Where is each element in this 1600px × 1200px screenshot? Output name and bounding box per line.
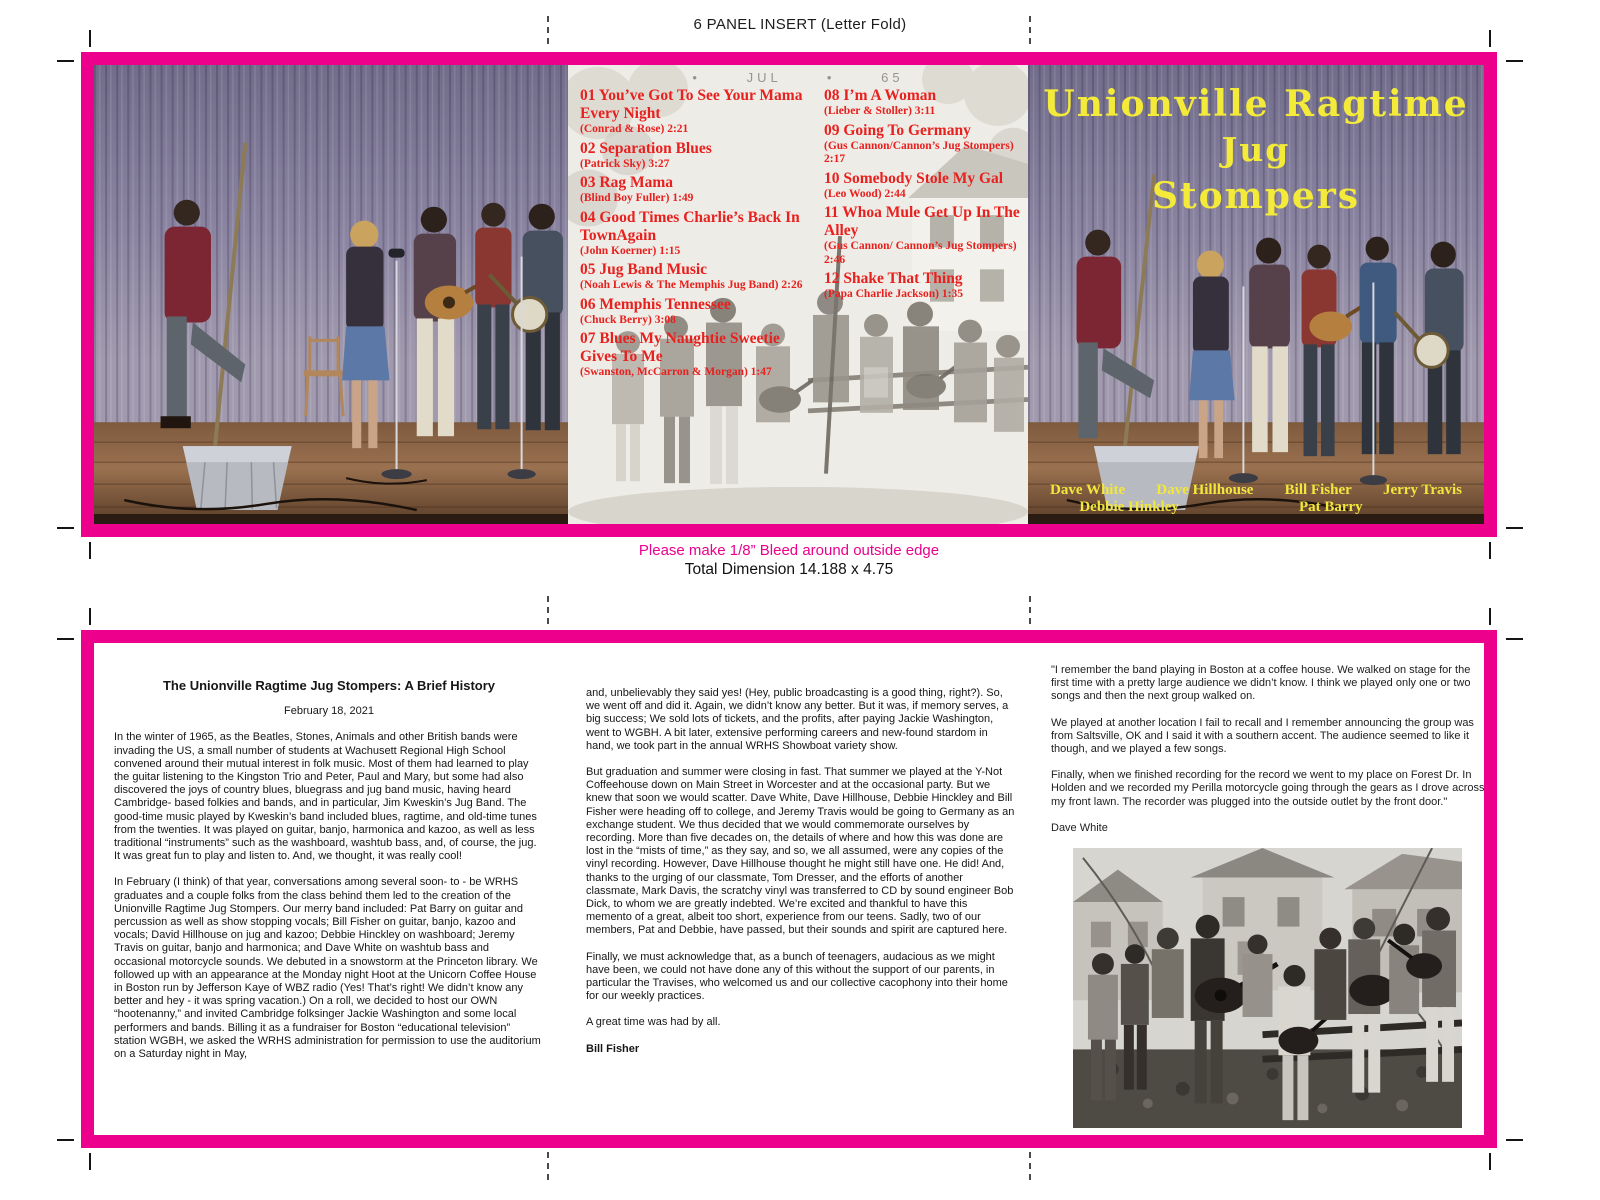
author-signature: Bill Fisher — [586, 1042, 640, 1055]
stage-photo-panel — [94, 65, 568, 524]
track-title: 08 I’m A Woman — [824, 87, 937, 104]
tracklist-column-2 — [824, 87, 1022, 305]
track-title: 02 Separation Blues — [580, 139, 712, 157]
crop-mark — [1489, 30, 1491, 47]
history-paragraph: Finally, we must acknowledge that, as a bunch of teenagers, audacious as we might have been, we could not have done any of this without the support of our parents, in particular the Travises, who welcomed us and our collective cacophony into their home for our weekly practices. — [586, 950, 1008, 1003]
quote-line: We played at another location I fail to recall and I remember announcing the group was from Saltsville, OK and I said it with a southern accent. The audience seemed to like it though, and we played a few songs. — [1051, 716, 1474, 756]
track-credit: (Swanston, McCarron & Morgan) 1:47 — [580, 366, 772, 378]
tracklist-panel — [568, 65, 1028, 524]
track-title: 10 Somebody Stole My Gal — [824, 169, 1004, 187]
crop-mark — [57, 638, 74, 640]
member-name: Debbie Hinkley — [1079, 499, 1179, 515]
member-name: Jerry Travis — [1382, 482, 1462, 498]
band-group-photo — [1073, 848, 1462, 1128]
history-heading: The Unionville Ragtime Jug Stompers: A Brief History — [162, 678, 496, 693]
track-credit: (Blind Boy Fuller) 1:49 — [580, 192, 694, 204]
quote-line: "I remember the band playing in Boston at a coffee house. We walked on stage for the first time with a pretty large audience we didn’t know. I think we played only one or two songs and then the next group walked on. — [1051, 664, 1471, 703]
track-credit: (Chuck Berry) 3:08 — [580, 313, 676, 326]
quote-column — [1051, 664, 1488, 848]
track-title: 12 Shake That Thing — [824, 270, 963, 287]
member-name: Dave Hillhouse — [1156, 482, 1254, 498]
track-credit: (Leo Wood) 2:44 — [824, 187, 906, 200]
fold-mark — [1029, 596, 1031, 624]
track-credit: (John Koerner) 1:15 — [580, 244, 681, 257]
track-credit: (Patrick Sky) 3:27 — [580, 157, 670, 170]
history-paragraph: and, unbelievably they said yes! (Hey, public broadcasting is a good thing, right?). So, we went off and did it. Again, we didn’t know any better. But it was, if memory serves, a big success; We sold lots of tickets, and the profits, after paying Jackie Washington, went to WGBH. A bit later, extensive performing careers and new-found stardom in hand, we took part in the annual WRHS Showboat variety show. — [586, 687, 1009, 752]
fold-mark — [547, 596, 549, 624]
photo-date-stamp: • JUL • 65 — [692, 70, 904, 85]
album-title-line3: Stompers — [1151, 175, 1361, 217]
fold-mark — [547, 1152, 549, 1180]
track-title: 03 Rag Mama — [580, 174, 673, 191]
crop-mark — [1506, 527, 1523, 529]
inside-spread — [81, 630, 1497, 1148]
track-title: 09 Going To Germany — [824, 121, 971, 139]
track-title: 04 Good Times Charlie’s Back In TownAgain — [580, 208, 800, 244]
history-column-1 — [114, 679, 544, 1074]
member-name: Bill Fisher — [1284, 482, 1352, 498]
crop-mark — [89, 608, 91, 625]
history-column-2 — [586, 687, 1016, 1069]
history-paragraph: A great time was had by all. — [586, 1016, 721, 1029]
crop-mark — [89, 30, 91, 47]
album-title-line2: Jug — [1221, 130, 1291, 169]
track-title: 11 Whoa Mule Get Up In The Alley — [824, 204, 1020, 239]
crop-mark — [1489, 1153, 1491, 1170]
member-name: Dave White — [1050, 482, 1126, 498]
crop-mark — [1489, 608, 1491, 625]
history-date: February 18, 2021 — [284, 705, 374, 718]
crop-mark — [89, 1153, 91, 1170]
track-credit: (Gus Cannon/Cannon’s Jug Stompers) 2:17 — [824, 139, 1014, 165]
crop-mark — [1506, 1139, 1523, 1141]
crop-mark — [1506, 638, 1523, 640]
sheet-title: 6 PANEL INSERT (Letter Fold) — [693, 16, 907, 33]
dimension-note: Total Dimension 14.188 x 4.75 — [684, 561, 894, 578]
track-credit: (Noah Lewis & The Memphis Jug Band) 2:26 — [580, 279, 803, 291]
crop-mark — [57, 527, 74, 529]
stage-photo-illustration — [94, 65, 568, 524]
crop-mark — [1506, 60, 1523, 62]
album-title — [1028, 81, 1484, 219]
member-name: Pat Barry — [1298, 499, 1363, 515]
track-credit: (Papa Charlie Jackson) 1:35 — [824, 288, 963, 300]
history-paragraph: In February (I think) of that year, conversations among several soon- to - be WRHS graduates and a couple folks from the class behind them led to the creation of the Unionville Ragtime Jug Stompers. Our merry band included: Pat Barry on guitar and percussion as well as show stopping vocals; Bill Fisher on guitar, banjo, kazoo and vocals; David Hillhouse on jug and kazoo; Debbie Hinckley on washboard; Jeremy Travis on guitar, banjo and harmonica; and Dave White on washtub bass and occasional motorcycle sounds. We debuted in a snowstorm at the Princeton library. We followed up with an appearance at the Monday night Hoot at the Unicorn Coffee House in Boston run by Jefferson Kaye of WBZ radio (Yes! That’s right! We didn’t know any better and hey - it was spring vacation.) On a roll, we decided to host our OWN “hootenanny,” and invited Cambridge folksinger Jackie Washington and some local performers and bands. Billing it as a fundraiser for Boston “educational television” station WGBH, we asked the WRHS administration for permission to use the auditorium on a Saturday night in May, — [114, 876, 541, 1061]
crop-mark — [57, 1139, 74, 1141]
tracklist-column-1 — [580, 87, 820, 383]
fold-mark — [1029, 1152, 1031, 1180]
outside-spread — [81, 52, 1497, 537]
album-title-line1: Unionville Ragtime — [1043, 83, 1469, 125]
band-group-photo-illustration — [1073, 848, 1462, 1128]
track-title: 07 Blues My Naughtie Sweetie Gives To Me — [580, 330, 780, 365]
fold-mark — [1029, 16, 1031, 44]
fold-mark — [547, 16, 549, 44]
track-title: 01 You’ve Got To See Your Mama Every Night — [580, 87, 803, 122]
bleed-instruction: Please make 1/8” Bleed around outside edge — [638, 542, 940, 559]
track-credit: (Gus Cannon/ Cannon’s Jug Stompers) 2:46 — [824, 240, 1017, 266]
cover-panel — [1028, 65, 1484, 524]
track-credit: (Lieber & Stoller) 3:11 — [824, 105, 936, 117]
history-paragraph: But graduation and summer were closing in fast. That summer we played at the Y-Not Coffeehouse down on Main Street in Worcester and at the occasional party. But we knew that soon we would scatter. Dave White, Dave Hillhouse, Debbie Hinckley and Bill Fisher were heading off to college, and Jeremy Travis would be going to Germany as an exchange student. We thus decided that we would commemorate ourselves by recording. More than five decades on, the details of where and how this was done are lost in the “mists of time,” as they say, and so, we all assumed, were any copies of the vinyl recording. However, Dave Hillhouse thought he might still have one. He did! And, thanks to the urging of our classmate, Tom Dresser, and the efforts of another classmate, Mark Davis, the scratchy vinyl was transferred to CD by sound engineer Bob Dick, to whom we are greatly indebted. We’re excited and thankful to have this memento of a great, albeit too short, experience from our teens. Sadly, two of our members, Pat and Debbie, have passed, but their sounds and spirit are captured here. — [586, 766, 1015, 937]
band-member-names — [1028, 482, 1484, 516]
quote-signature: Dave White — [1051, 821, 1108, 834]
track-credit: (Conrad & Rose) 2:21 — [580, 123, 689, 135]
crop-mark — [57, 60, 74, 62]
quote-line: Finally, when we finished recording for the record we went to my place on Forest Dr. In Holden and we recorded my Perilla motorcycle going through the gears as I drove across my front lawn. The recorder was plugged into the outside outlet by the front door." — [1051, 769, 1485, 808]
track-title: 05 Jug Band Music — [580, 261, 708, 278]
track-title: 06 Memphis Tennessee — [580, 295, 731, 313]
history-paragraph: In the winter of 1965, as the Beatles, Stones, Animals and other British bands were invading the US, a small number of students at Wachusett Regional High School convened around their mutual interest in folk music. Most of them had learned to play the guitar listening to the Kingston Trio and Peter, Paul and Mary, but some had also discovered the joys of country blues, bluegrass and jug band music, having heard Cambridge- based folkies and bands, and in particular, Jim Kweskin’s Jug Band. The good-time music played by Kweskin’s band included blues, ragtime, and old-time tunes from the twenties. It was played on guitar, banjo, harmonica and kazoo, as well as less traditional “instruments” such as the washboard, washtub bass, and, of course, the jug. It was great fun to play and listen to. And, we thought, it was really cool! — [114, 731, 537, 863]
